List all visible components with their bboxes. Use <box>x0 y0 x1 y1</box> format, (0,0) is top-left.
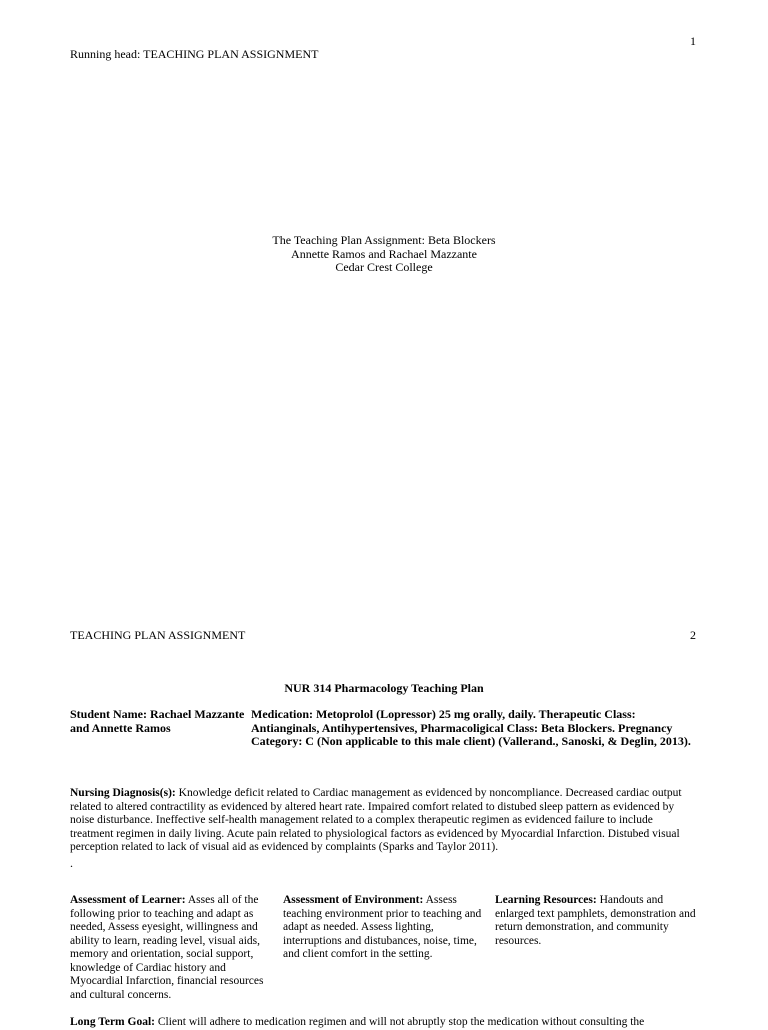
page-number-1: 1 <box>690 34 696 48</box>
running-head: Running head: TEACHING PLAN ASSIGNMENT <box>70 47 319 61</box>
institution: Cedar Crest College <box>335 260 433 274</box>
paper-title: The Teaching Plan Assignment: Beta Blockers <box>272 233 496 247</box>
page-number-2: 2 <box>690 628 696 642</box>
page2-header: TEACHING PLAN ASSIGNMENT <box>70 628 246 642</box>
nursing-diagnosis-text: Knowledge deficit related to Cardiac management as evidenced by noncompliance. Decreased cardiac output related to altered contractility as evidenced by altered heart rate. Impaired comfort related to distubed sleep pattern as evidenced by noise disturbance. Ineffective self-health management related to a complex therapeutic regimen as evidenced failure to include treatment regimen in daily living. Acute pain related to physiological factors as evidenced by Myocardial Infarction. Distubed visual perception related to lack of visual aid as evidenced by complaints (Sparks and Taylor 2011). <box>70 787 682 853</box>
assessment-environment-text: Assess teaching environment prior to teaching and adapt as needed. Assess lighting, interruptions and distubances, noise, time, and client comfort in the setting. <box>283 894 482 960</box>
assessment-of-learner <box>70 894 270 1002</box>
stray-period: . <box>70 856 73 870</box>
assessment-environment-label: Assessment of Environment: <box>283 894 424 906</box>
student-name: Student Name: Rachael Mazzante and Annette Ramos <box>70 707 245 735</box>
medication: Medication: Metoprolol (Lopressor) 25 mg orally, daily. Therapeutic Class: Antianginals, Antihypertensives, Pharmacoligical Class: Beta Blockers. Pregnancy Category: C (Non applicable to this male client) (Vallerand., Sanoski, & Deglin, 2013). <box>251 707 691 748</box>
title-block <box>0 234 768 275</box>
long-term-goal-text: Client will adhere to medication regimen and will not abruptly stop the medication without consulting the <box>154 1016 645 1028</box>
learning-resources <box>495 894 699 948</box>
authors: Annette Ramos and Rachael Mazzante <box>291 246 477 261</box>
plan-title: NUR 314 Pharmacology Teaching Plan <box>284 681 484 695</box>
long-term-goal <box>70 1016 700 1030</box>
assessment-learner-text: Asses all of the following prior to teaching and adapt as needed, Assess eyesight, willingness and ability to learn, reading level, visual aids, memory and orientation, social support, knowledge of Cardiac history and Myocardial Infarction, financial resources and cultural concerns. <box>70 894 264 1001</box>
learning-resources-text: Handouts and enlarged text pamphlets, demonstration and return demonstration, and community resources. <box>495 894 696 947</box>
long-term-goal-label: Long Term Goal: <box>70 1016 155 1028</box>
assessment-of-environment <box>283 894 487 962</box>
assessment-learner-label: Assessment of Learner: <box>70 894 186 906</box>
learning-resources-label: Learning Resources: <box>495 894 597 906</box>
nursing-diagnosis-label: Nursing Diagnosis(s): <box>70 787 176 799</box>
nursing-diagnosis <box>70 787 696 855</box>
